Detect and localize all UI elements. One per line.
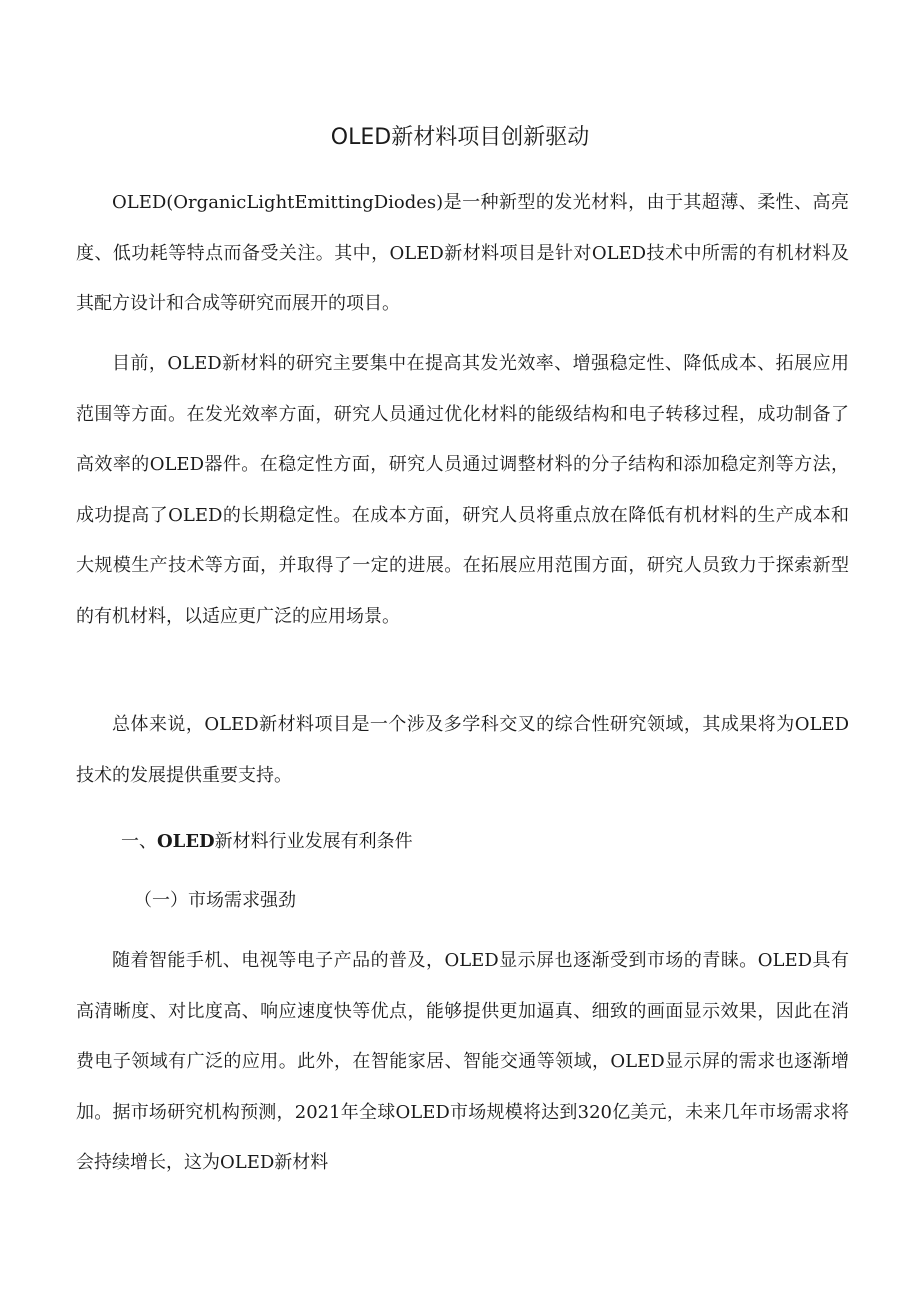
- page-title: OLED新材料项目创新驱动: [330, 125, 590, 150]
- paragraph-research-status: 目前，OLED新材料的研究主要集中在提高其发光效率、增强稳定性、降低成本、拓展应用范围等方面。在发光效率方面，研究人员通过优化材料的能级结构和电子转移过程，成功制备了高效率的OLED器件。在稳定性方面，研究人员通过调整材料的分子结构和添加稳定剂等方法，成功提高了OLED的长期稳定性。在成本方面，研究人员将重点放在降低有机材料的生产成本和大规模生产技术等方面，并取得了一定的进展。在拓展应用范围方面，研究人员致力于探索新型的有机材料，以适应更广泛的应用场景。: [76, 353, 849, 627]
- subsection-heading: （一）市场需求强劲: [134, 890, 296, 911]
- paragraph-intro: OLED(OrganicLightEmittingDiodes)是一种新型的发光材料，由于其超薄、柔性、高亮度、低功耗等特点而备受关注。其中，OLED新材料项目是针对OLED技术中所需的有机材料及其配方设计和合成等研究而展开的项目。: [76, 192, 849, 314]
- section-heading-strong: OLED: [157, 831, 215, 852]
- paragraph-summary: 总体来说，OLED新材料项目是一个涉及多学科交叉的综合性研究领域，其成果将为OLED技术的发展提供重要支持。: [76, 714, 849, 786]
- section-heading: [121, 822, 413, 862]
- section-heading-prefix: 一、: [121, 831, 157, 852]
- section-heading-rest: 新材料行业发展有利条件: [214, 831, 413, 852]
- paragraph-market-demand: 随着智能手机、电视等电子产品的普及，OLED显示屏也逐渐受到市场的青睐。OLED具有高清晰度、对比度高、响应速度快等优点，能够提供更加逼真、细致的画面显示效果，因此在消费电子领域有广泛的应用。此外，在智能家居、智能交通等领域，OLED显示屏的需求也逐渐增加。据市场研究机构预测，2021年全球OLED市场规模将达到320亿美元，未来几年市场需求将会持续增长，这为OLED新材料: [76, 950, 849, 1173]
